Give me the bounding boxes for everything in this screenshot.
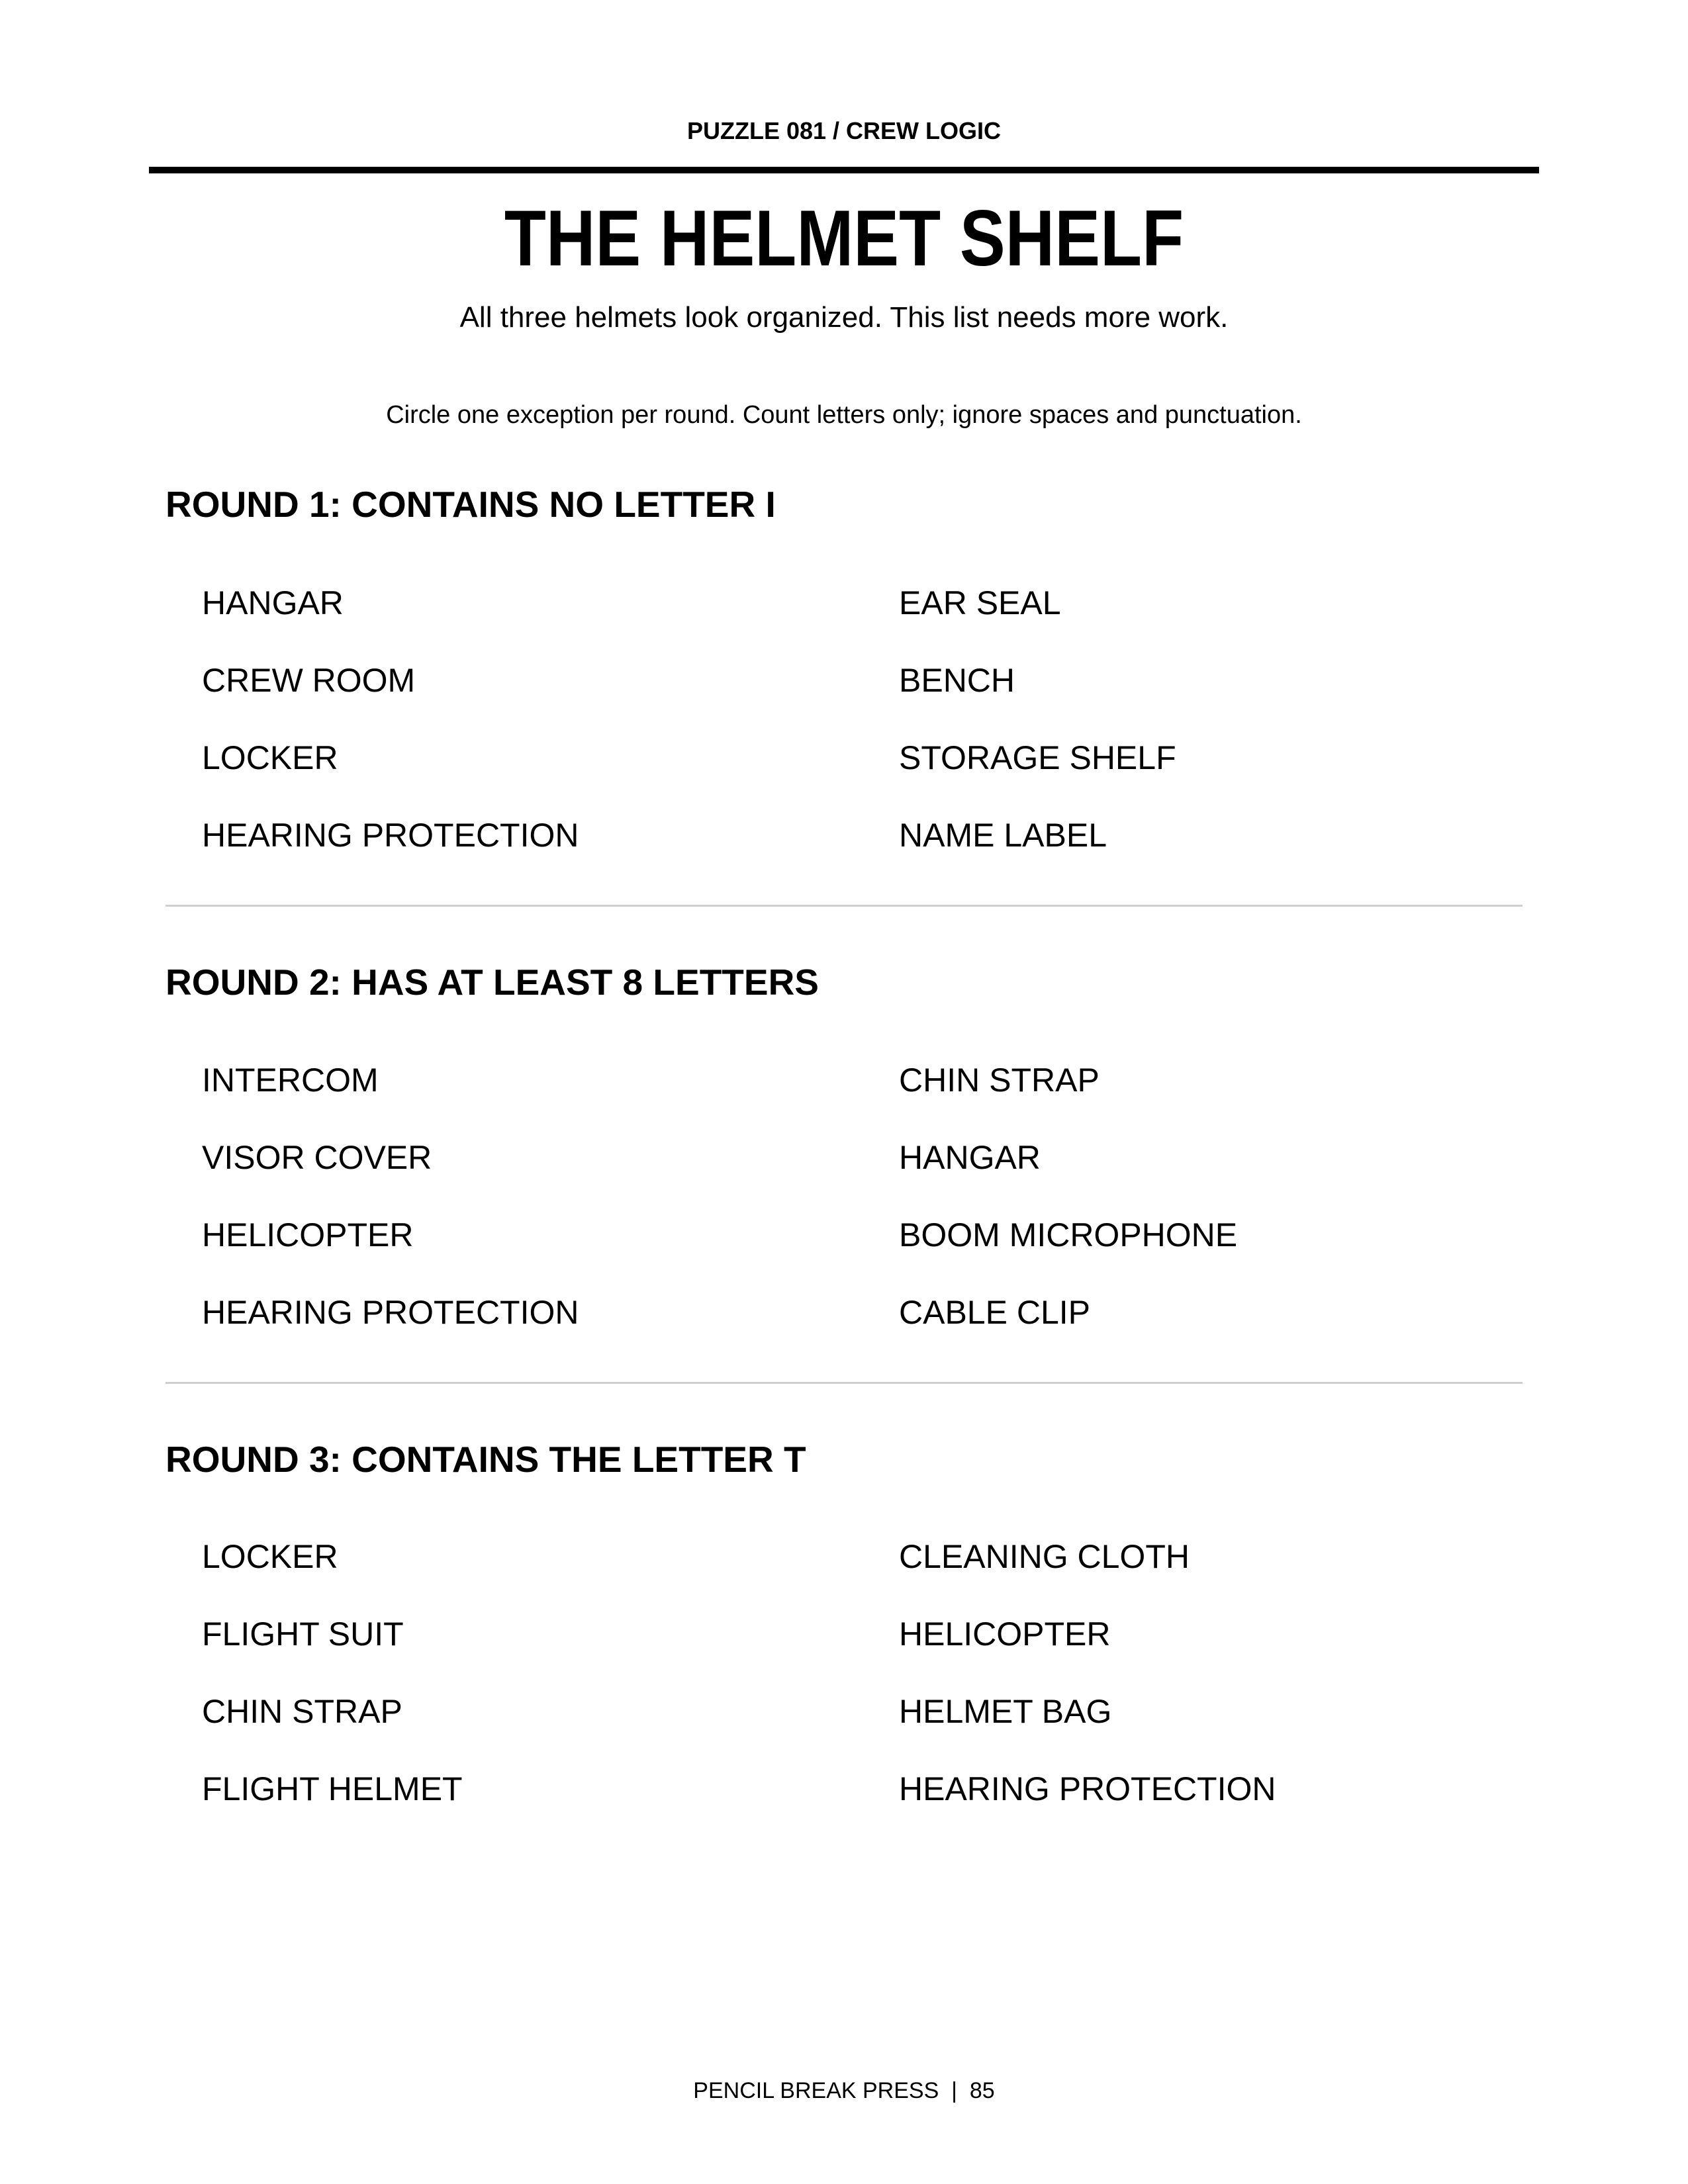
round-1-item[interactable]: LOCKER [202,739,338,776]
round-1-item[interactable]: BENCH [899,662,1015,699]
round-1-item[interactable]: CREW ROOM [202,662,416,699]
round-2-item[interactable]: BOOM MICROPHONE [899,1216,1238,1253]
page-footer: PENCIL BREAK PRESS | 85 [693,2078,995,2103]
round-1-item[interactable]: HEARING PROTECTION [202,817,579,854]
round-2-heading: ROUND 2: HAS AT LEAST 8 LETTERS [165,962,819,1003]
round-3-item[interactable]: HELICOPTER [899,1615,1111,1653]
round-1-item[interactable]: EAR SEAL [899,584,1061,621]
header-rule [149,167,1539,173]
round-3-item[interactable]: FLIGHT HELMET [202,1770,463,1807]
round-3-item[interactable]: HELMET BAG [899,1693,1112,1730]
round-divider [165,1382,1523,1384]
round-1-item[interactable]: HANGAR [202,584,344,621]
round-3-item[interactable]: CLEANING CLOTH [899,1538,1190,1575]
page-title: THE HELMET SHELF [504,194,1184,283]
round-2-item[interactable]: CABLE CLIP [899,1294,1091,1331]
puzzle-kicker: PUZZLE 081 / CREW LOGIC [686,117,1002,144]
round-2-item[interactable]: HANGAR [899,1139,1041,1176]
round-1-item[interactable]: NAME LABEL [899,817,1107,854]
instructions: Circle one exception per round. Count letters only; ignore spaces and punctuation. [386,401,1302,429]
round-3-heading: ROUND 3: CONTAINS THE LETTER T [165,1439,806,1480]
round-1-heading: ROUND 1: CONTAINS NO LETTER I [165,484,776,525]
round-1-item[interactable]: STORAGE SHELF [899,739,1176,776]
round-2-item[interactable]: INTERCOM [202,1062,379,1099]
round-divider [165,905,1523,907]
round-3-item[interactable]: LOCKER [202,1538,338,1575]
round-2-item[interactable]: CHIN STRAP [899,1062,1100,1099]
round-3-item[interactable]: FLIGHT SUIT [202,1615,404,1653]
round-2-item[interactable]: HELICOPTER [202,1216,414,1253]
page-subtitle: All three helmets look organized. This list needs more work. [459,301,1229,334]
round-2-item[interactable]: VISOR COVER [202,1139,432,1176]
round-3-item[interactable]: HEARING PROTECTION [899,1770,1276,1807]
round-2-item[interactable]: HEARING PROTECTION [202,1294,579,1331]
round-3-item[interactable]: CHIN STRAP [202,1693,402,1730]
